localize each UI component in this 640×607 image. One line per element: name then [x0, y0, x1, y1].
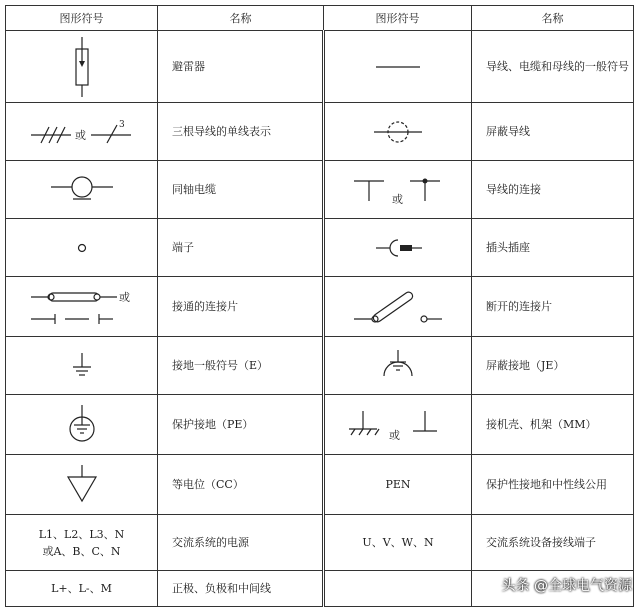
protective-ground-symbol — [6, 395, 158, 455]
wire-connection-symbol — [324, 161, 472, 219]
symbol-text: U、V、W、N — [362, 536, 434, 549]
ac-source-symbol — [6, 515, 158, 571]
row-name: 屏蔽导线 — [472, 103, 634, 161]
or-label: 或 — [389, 428, 400, 442]
row-name: 三根导线的单线表示 — [158, 103, 324, 161]
row-name: 避雷器 — [158, 31, 324, 103]
symbol-text: L+、L-、M — [51, 582, 112, 595]
shielded-wire-symbol — [324, 103, 472, 161]
chassis-ground-symbol — [324, 395, 472, 455]
table-row — [6, 31, 634, 103]
row-name: 正极、负极和中间线 — [158, 571, 324, 607]
row-name: 同轴电缆 — [158, 161, 324, 219]
ac-terminal-symbol — [324, 515, 472, 571]
watermark: 头条 @全球电气资源 — [501, 578, 632, 594]
closed-link-symbol — [6, 277, 158, 337]
row-name: 交流系统的电源 — [158, 515, 324, 571]
row-name: 等电位（CC） — [158, 455, 324, 515]
symbol-text-1: L1、L2、L3、N — [38, 527, 125, 541]
row-name: 接地一般符号（E） — [158, 337, 324, 395]
symbol-text: PEN — [385, 478, 411, 491]
row-name: 接机壳、机架（MM） — [472, 395, 634, 455]
header-name-1: 名称 — [158, 6, 324, 31]
table-row — [6, 103, 634, 161]
or-label: 或 — [392, 192, 403, 206]
row-name: 导线的连接 — [472, 161, 634, 219]
or-label: 或 — [118, 290, 130, 304]
open-link-symbol — [324, 277, 472, 337]
table-row — [6, 337, 634, 395]
table-row — [6, 395, 634, 455]
header-symbol-1: 图形符号 — [6, 6, 158, 31]
wire-symbol — [324, 31, 472, 103]
empty-symbol — [324, 571, 472, 607]
row-name: 导线、电缆和母线的一般符号 — [472, 31, 634, 103]
row-name: 交流系统设备接线端子 — [472, 515, 634, 571]
row-name: 插头插座 — [472, 219, 634, 277]
row-name: 屏蔽接地（JE） — [472, 337, 634, 395]
symbol-table — [5, 5, 634, 607]
dc-lines-symbol — [6, 571, 158, 607]
row-name: 保护性接地和中性线公用 — [472, 455, 634, 515]
pen-symbol — [324, 455, 472, 515]
plug-socket-symbol — [324, 219, 472, 277]
surge-arrester-symbol — [6, 31, 158, 103]
table-row — [6, 161, 634, 219]
row-name: 接通的连接片 — [158, 277, 324, 337]
or-label: 或 — [74, 128, 86, 142]
table-row — [6, 277, 634, 337]
ground-symbol — [6, 337, 158, 395]
symbol-text-2: 或A、B、C、N — [42, 544, 121, 558]
header-name-2: 名称 — [472, 6, 634, 31]
row-name: 端子 — [158, 219, 324, 277]
row-name: 保护接地（PE） — [158, 395, 324, 455]
table-row — [6, 515, 634, 571]
terminal-symbol — [6, 219, 158, 277]
table-row — [6, 219, 634, 277]
shielded-ground-symbol — [324, 337, 472, 395]
coax-cable-symbol — [6, 161, 158, 219]
header-symbol-2: 图形符号 — [324, 6, 472, 31]
equipotential-symbol — [6, 455, 158, 515]
count-label: 3 — [118, 119, 125, 130]
three-wire-symbol — [6, 103, 158, 161]
header-row — [6, 6, 634, 31]
row-name: 断开的连接片 — [472, 277, 634, 337]
table-row — [6, 455, 634, 515]
